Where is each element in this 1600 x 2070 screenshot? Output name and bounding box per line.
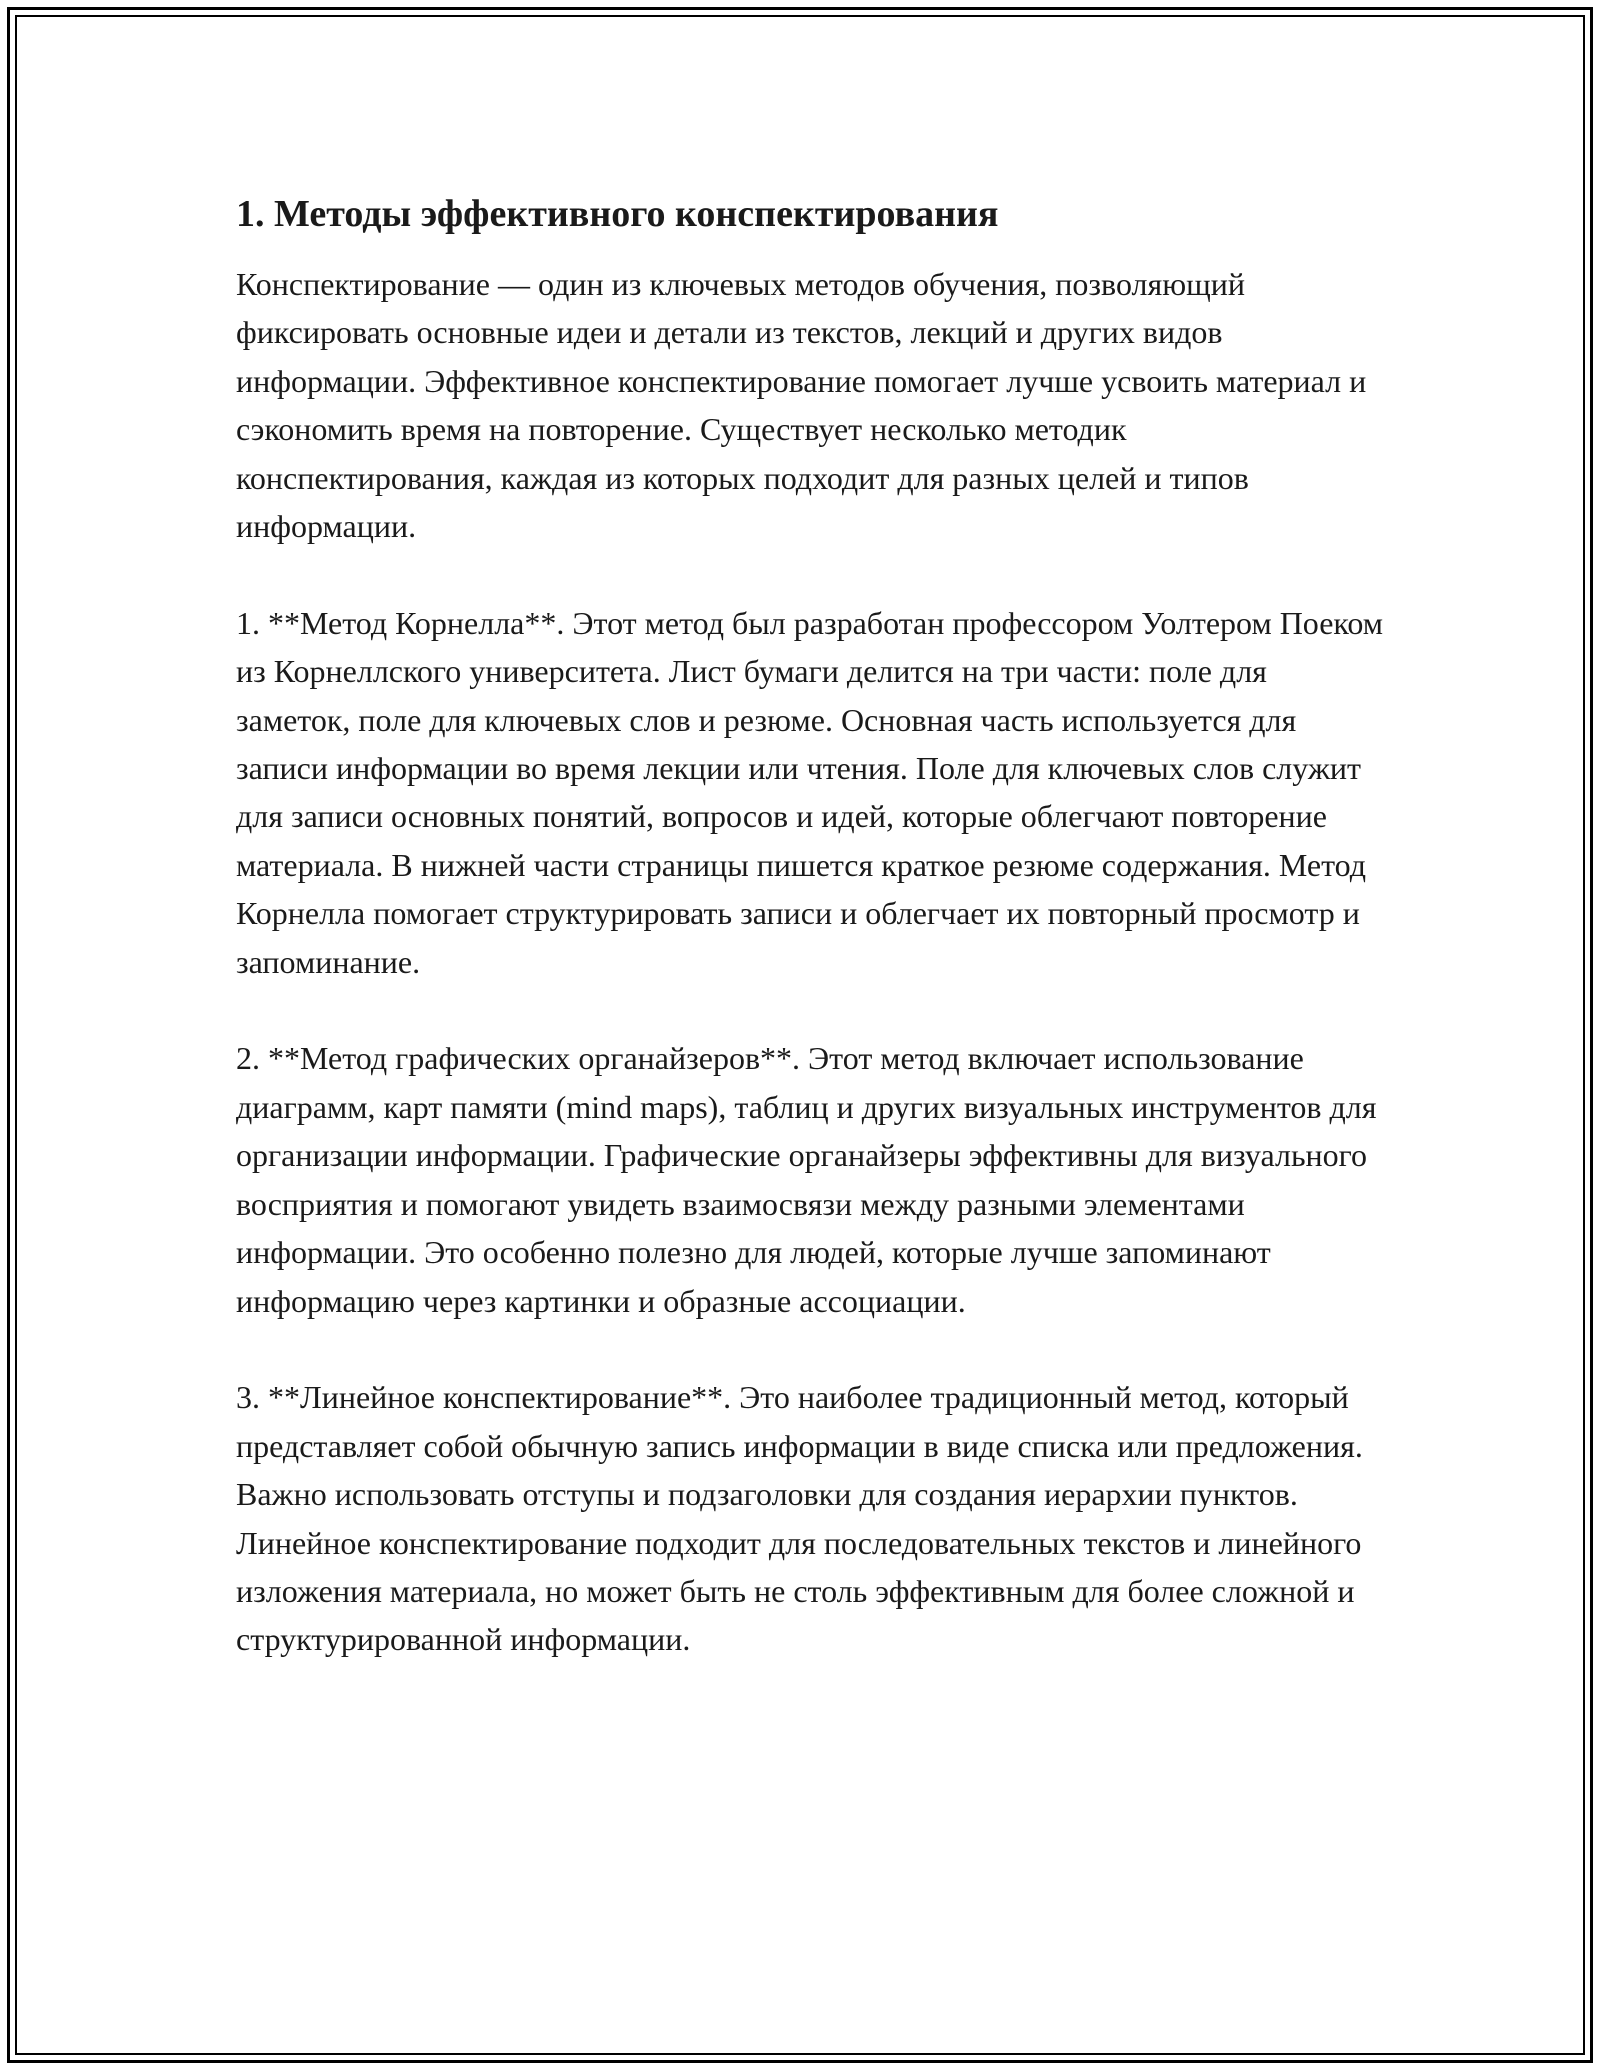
paragraph-cornell-method: 1. **Метод Корнелла**. Этот метод был разработан профессором Уолтером Поеком из Корнеллского университета. Лист бумаги делится на три части: поле для заметок, поле для ключевых слов и резюме. Основная часть используется для записи информации во время лекции или чтения. Поле для ключевых слов служит для записи основных понятий, вопросов и идей, которые облегчают повторение материала. В нижней части страницы пишется краткое резюме содержания. Метод Корнелла помогает структурировать записи и облегчает их повторный просмотр и запоминание. xyxy=(236,604,1383,980)
paragraph-linear-notes: 3. **Линейное конспектирование**. Это наиболее традиционный метод, который представляет собой обычную запись информации в виде списка или предложения. Важно использовать отступы и подзаголовки для создания иерархии пунктов. Линейное конспектирование подходит для последовательных текстов и линейного изложения материала, но может быть не столь эффективным для более сложной и структурированной информации. xyxy=(236,1379,1363,1658)
paragraph-intro: Конспектирование — один из ключевых методов обучения, позволяющий фиксировать основные идеи и детали из текстов, лекций и других видов информации. Эффективное конспектирование помогает лучше усвоить материал и сэкономить время на повторение. Существует несколько методик конспектирования, каждая из которых подходит для разных целей и типов информации. xyxy=(236,266,1367,545)
document-body xyxy=(236,188,1386,1712)
paragraph-graphic-organizers: 2. **Метод графических органайзеров**. Этот метод включает использование диаграмм, карт памяти (mind maps), таблиц и других визуальных инструментов для организации информации. Графические органайзеры эффективны для визуального восприятия и помогают увидеть взаимосвязи между разными элементами информации. Это особенно полезно для людей, которые лучше запоминают информацию через картинки и образные ассоциации. xyxy=(236,1040,1377,1319)
page-title: 1. Методы эффективного конспектирования xyxy=(236,193,999,235)
